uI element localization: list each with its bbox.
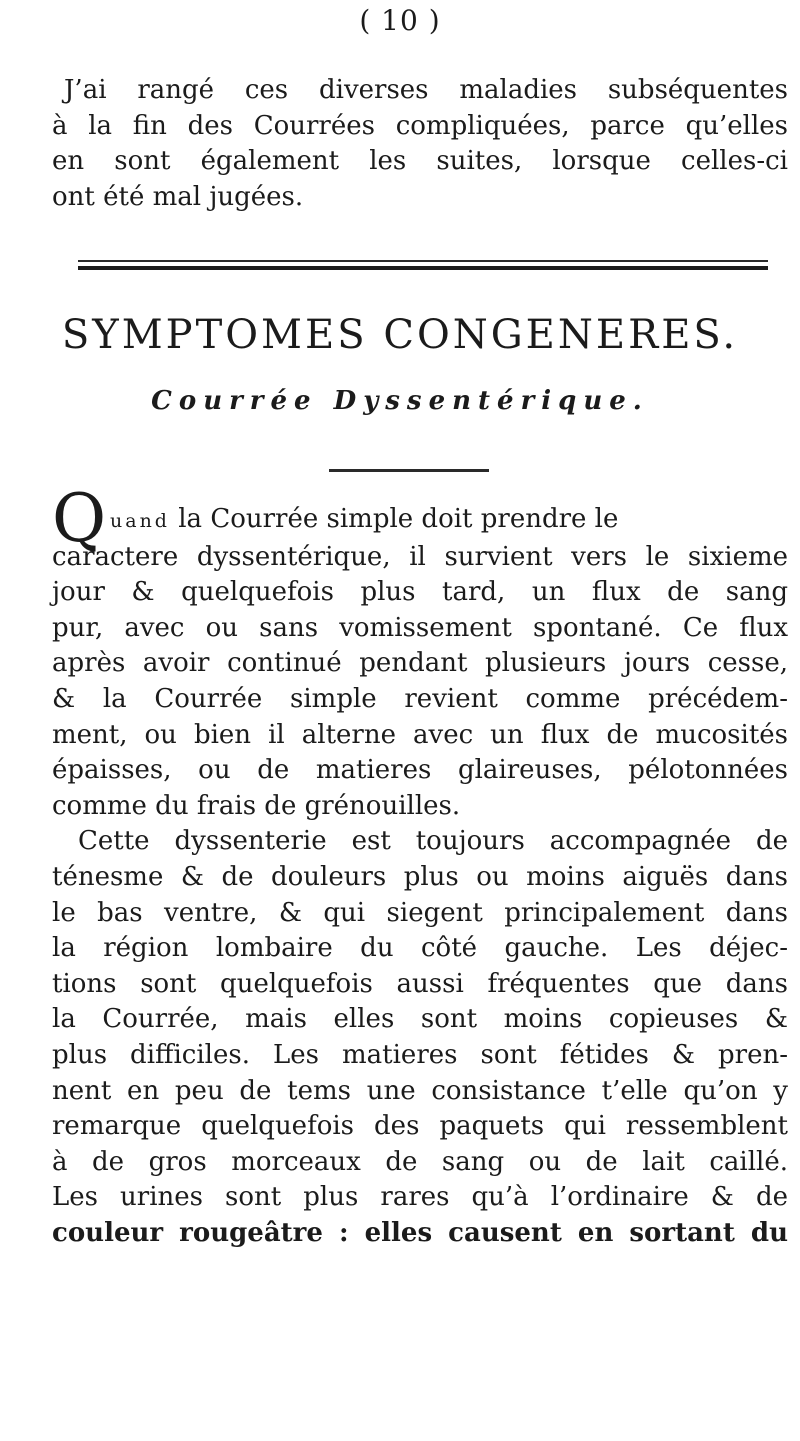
text-line: le bas ventre, & qui siegent principalement dans	[52, 897, 788, 928]
text-line: plus difficiles. Les matieres sont fétides & pren-	[52, 1039, 788, 1070]
text-line: la région lombaire du côté gauche. Les déjec-	[52, 933, 788, 964]
text-line: ténesme & de douleurs plus ou moins aiguës dans	[52, 861, 788, 892]
section-heading: SYMPTOMES CONGENERES.	[61, 312, 739, 358]
text-line: comme du frais de grénouilles.	[52, 790, 461, 821]
text-line: en sont également les suites, lorsque celles-ci	[52, 146, 788, 177]
text-line: remarque quelquefois des paquets qui ressemblent	[52, 1111, 788, 1142]
text-line: jour & quelquefois plus tard, un flux de sang	[52, 577, 788, 608]
text-line: pur, avec ou sans vomissement spontané. Ce flux	[52, 612, 788, 643]
text-line: épaisses, ou de matieres glaireuses, pélotonnées	[52, 755, 788, 786]
section-subheading: Courrée Dyssentérique.	[151, 386, 649, 416]
page-number: ( 10 )	[359, 4, 441, 37]
text-line: à de gros morceaux de sang ou de lait caillé.	[52, 1146, 788, 1177]
text-line: J’ai rangé ces diverses maladies subséquentes	[64, 75, 788, 105]
text-line: tions sont quelquefois aussi fréquentes que dans	[52, 968, 788, 999]
intro-paragraph	[52, 73, 788, 215]
body-paragraph	[52, 502, 788, 1251]
text-line: ment, ou bien il alterne avec un flux de mucosités	[52, 719, 788, 750]
text-line: couleur rougeâtre : elles causent en sortant du	[52, 1217, 788, 1248]
first-line-text: la Courrée simple doit prendre le	[178, 504, 619, 534]
divider-rule-thin	[78, 260, 768, 262]
text-line: caractere dyssentérique, il survient vers le sixieme	[52, 541, 788, 572]
divider-rule-thick	[78, 266, 768, 270]
text-line	[52, 502, 788, 540]
text-line: ont été mal jugées.	[52, 181, 304, 212]
first-word-small-caps: uand	[110, 510, 170, 532]
drop-capital: Q	[52, 480, 107, 557]
text-line: nent en peu de tems une consistance t’elle qu’on y	[52, 1075, 788, 1106]
text-line: Cette dyssenterie est toujours accompagnée de	[78, 826, 788, 857]
text-line: après avoir continué pendant plusieurs jours cesse,	[52, 648, 788, 679]
text-line: la Courrée, mais elles sont moins copieuses &	[52, 1004, 788, 1035]
text-line: & la Courrée simple revient comme précédem-	[52, 683, 788, 714]
short-divider-rule	[329, 469, 489, 472]
text-line: Les urines sont plus rares qu’à l’ordinaire & de	[52, 1182, 788, 1213]
text-line: à la fin des Courrées compliquées, parce qu’elles	[52, 110, 788, 141]
